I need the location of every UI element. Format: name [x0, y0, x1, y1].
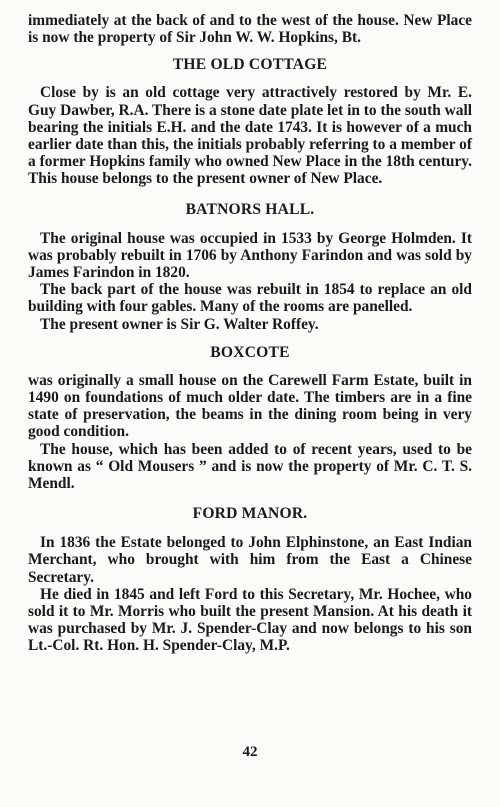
boxcote-paragraph-1: was originally a small house on the Carewell Farm Estate, built in 1490 on foundations of much older date. The timbers are in a fine state of preservation, the beams in the dining room being in very good condition.: [28, 371, 472, 441]
page-number: 42: [242, 744, 258, 760]
heading-ford-manor: FORD MANOR.: [192, 505, 308, 523]
ford-manor-paragraph-1: In 1836 the Estate belonged to John Elphinstone, an East Indian Merchant, who brought with him from the East a Chinese Secretary.: [28, 534, 472, 586]
heading-batnors-hall: BATNORS HALL.: [185, 200, 315, 218]
heading-old-cottage: THE OLD COTTAGE: [172, 56, 328, 74]
old-cottage-paragraph: Close by is an old cottage very attractively restored by Mr. E. Guy Dawber, R.A. There is a stone date plate let in to the south wall bearing the initials E.H. and the date 1743. It is however of a much earlier date than this, the initials probably referring to a member of a former Hopkins family who owned New Place in the 18th century. This house belongs to the present owner of New Place.: [28, 84, 472, 188]
boxcote-paragraph-2: The house, which has been added to of recent years, used to be known as “ Old Mousers ” and is now the property of Mr. C. T. S. Mendl.: [28, 440, 472, 493]
batnors-hall-paragraph-3: The present owner is Sir G. Walter Roffey.: [40, 315, 319, 333]
batnors-hall-paragraph-1: The original house was occupied in 1533 by George Holmden. It was probably rebuilt in 1706 by Anthony Farindon and was sold by James Farindon in 1820.: [28, 229, 472, 282]
ford-manor-paragraph-2: He died in 1845 and left Ford to this Secretary, Mr. Hochee, who sold it to Mr. Morris who built the present Mansion. At his death it was purchased by Mr. J. Spender-Clay and now belongs to his son Lt.-Col. Rt. Hon. H. Spender-Clay, M.P.: [28, 585, 472, 655]
batnors-hall-paragraph-2: The back part of the house was rebuilt in 1854 to replace an old building with four gables. Many of the rooms are panelled.: [28, 281, 472, 316]
page-text: [28, 12, 472, 655]
heading-boxcote: BOXCOTE: [210, 343, 290, 361]
intro-paragraph: immediately at the back of and to the west of the house. New Place is now the property of Sir John W. W. Hopkins, Bt.: [28, 12, 472, 47]
